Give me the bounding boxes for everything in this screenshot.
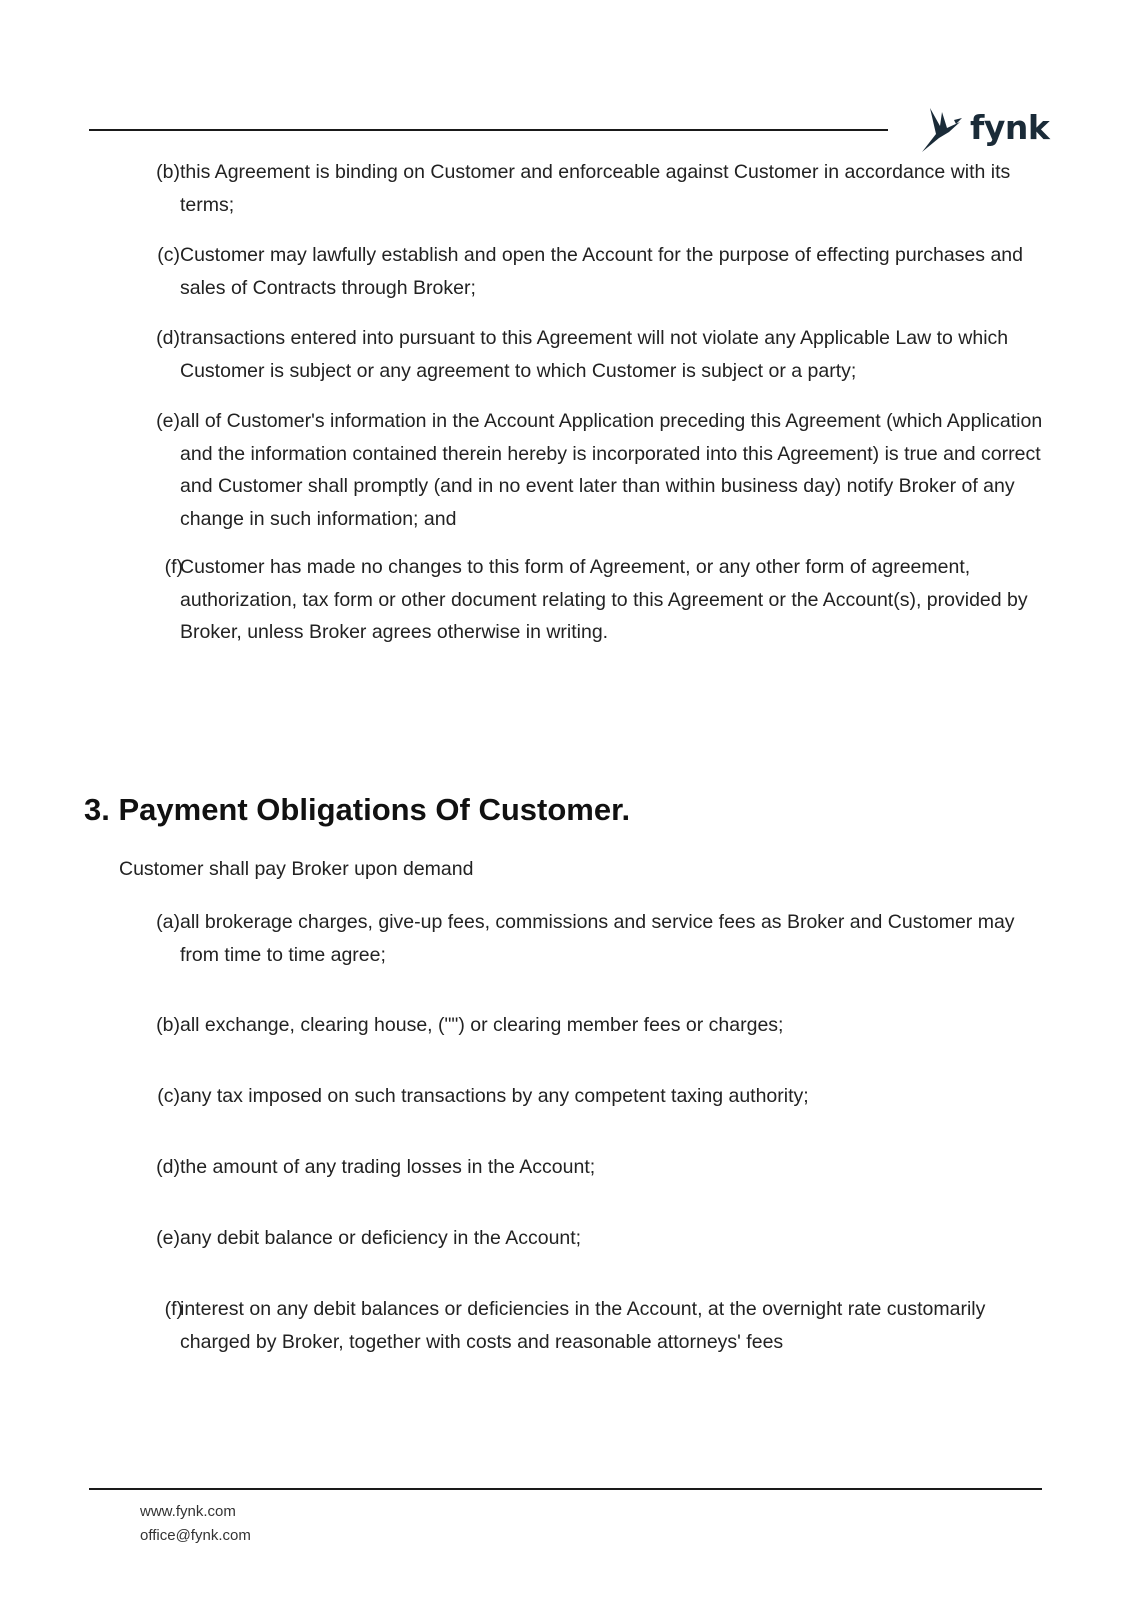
list-marker: (b) xyxy=(156,161,180,183)
list-marker: (e) xyxy=(156,1227,180,1249)
list-item-text: the amount of any trading losses in the Account; xyxy=(180,1156,596,1178)
list-item xyxy=(148,322,1048,387)
list-item-text: all exchange, clearing house, ("") or clearing member fees or charges; xyxy=(180,1014,784,1036)
list-marker: (b) xyxy=(156,1014,180,1036)
list-item-text: transactions entered into pursuant to this Agreement will not violate any Applicable Law to which Customer is subject or any agreement to which Customer is subject or a party; xyxy=(180,327,1009,382)
list-item xyxy=(148,156,1048,221)
section-intro: Customer shall pay Broker upon demand xyxy=(119,858,474,880)
footer-email[interactable]: office@fynk.com xyxy=(140,1527,251,1544)
list-item-text: Customer may lawfully establish and open the Account for the purpose of effecting purchases and sales of Contracts through Broker; xyxy=(180,244,1023,299)
list-marker: (a) xyxy=(156,911,180,933)
list-marker: (d) xyxy=(156,1156,180,1178)
list-item xyxy=(148,1009,1048,1042)
list-item xyxy=(148,405,1048,535)
list-item xyxy=(148,906,1048,971)
footer-contact xyxy=(140,1500,251,1548)
list-marker: (e) xyxy=(156,410,180,432)
brand-logo xyxy=(920,104,1049,154)
header-divider xyxy=(89,129,888,131)
list-item-text: interest on any debit balances or deficiencies in the Account, at the overnight rate customarily charged by Broker, together with costs and reasonable attorneys' fees xyxy=(180,1298,986,1353)
list-marker: (c) xyxy=(157,244,180,266)
list-item-text: any tax imposed on such transactions by any competent taxing authority; xyxy=(180,1085,809,1107)
list-item-text: all brokerage charges, give-up fees, commissions and service fees as Broker and Customer may from time to time agree; xyxy=(180,911,1015,966)
list-marker: (c) xyxy=(157,1085,180,1107)
bird-icon xyxy=(920,104,964,154)
brand-name: fynk xyxy=(970,107,1050,147)
list-marker: (f) xyxy=(164,1298,183,1320)
list-item-text: any debit balance or deficiency in the Account; xyxy=(180,1227,582,1249)
list-item-text: this Agreement is binding on Customer and enforceable against Customer in accordance with its terms; xyxy=(180,161,1011,216)
list-item-text: Customer has made no changes to this form of Agreement, or any other form of agreement, authorization, tax form or other document relating to this Agreement or the Account(s), provided by Broker, unless Broker agrees otherwise in writing. xyxy=(180,556,1028,643)
section-heading: 3. Payment Obligations Of Customer. xyxy=(84,792,631,827)
list-item xyxy=(148,1080,1048,1113)
list-marker: (d) xyxy=(156,327,180,349)
list-item xyxy=(148,1293,1048,1358)
footer-website[interactable]: www.fynk.com xyxy=(140,1503,236,1520)
list-item xyxy=(148,1151,1048,1184)
list-item xyxy=(148,239,1048,304)
list-item-text: all of Customer's information in the Account Application preceding this Agreement (which Application and the information contained therein hereby is incorporated into this Agreement) is true and correct and Customer shall promptly (and in no event later than within business day) notify Broker of any change in such information; and xyxy=(180,410,1043,530)
list-marker: (f) xyxy=(164,556,183,578)
list-item xyxy=(148,551,1048,649)
list-item xyxy=(148,1222,1048,1255)
footer-divider xyxy=(89,1488,1042,1490)
